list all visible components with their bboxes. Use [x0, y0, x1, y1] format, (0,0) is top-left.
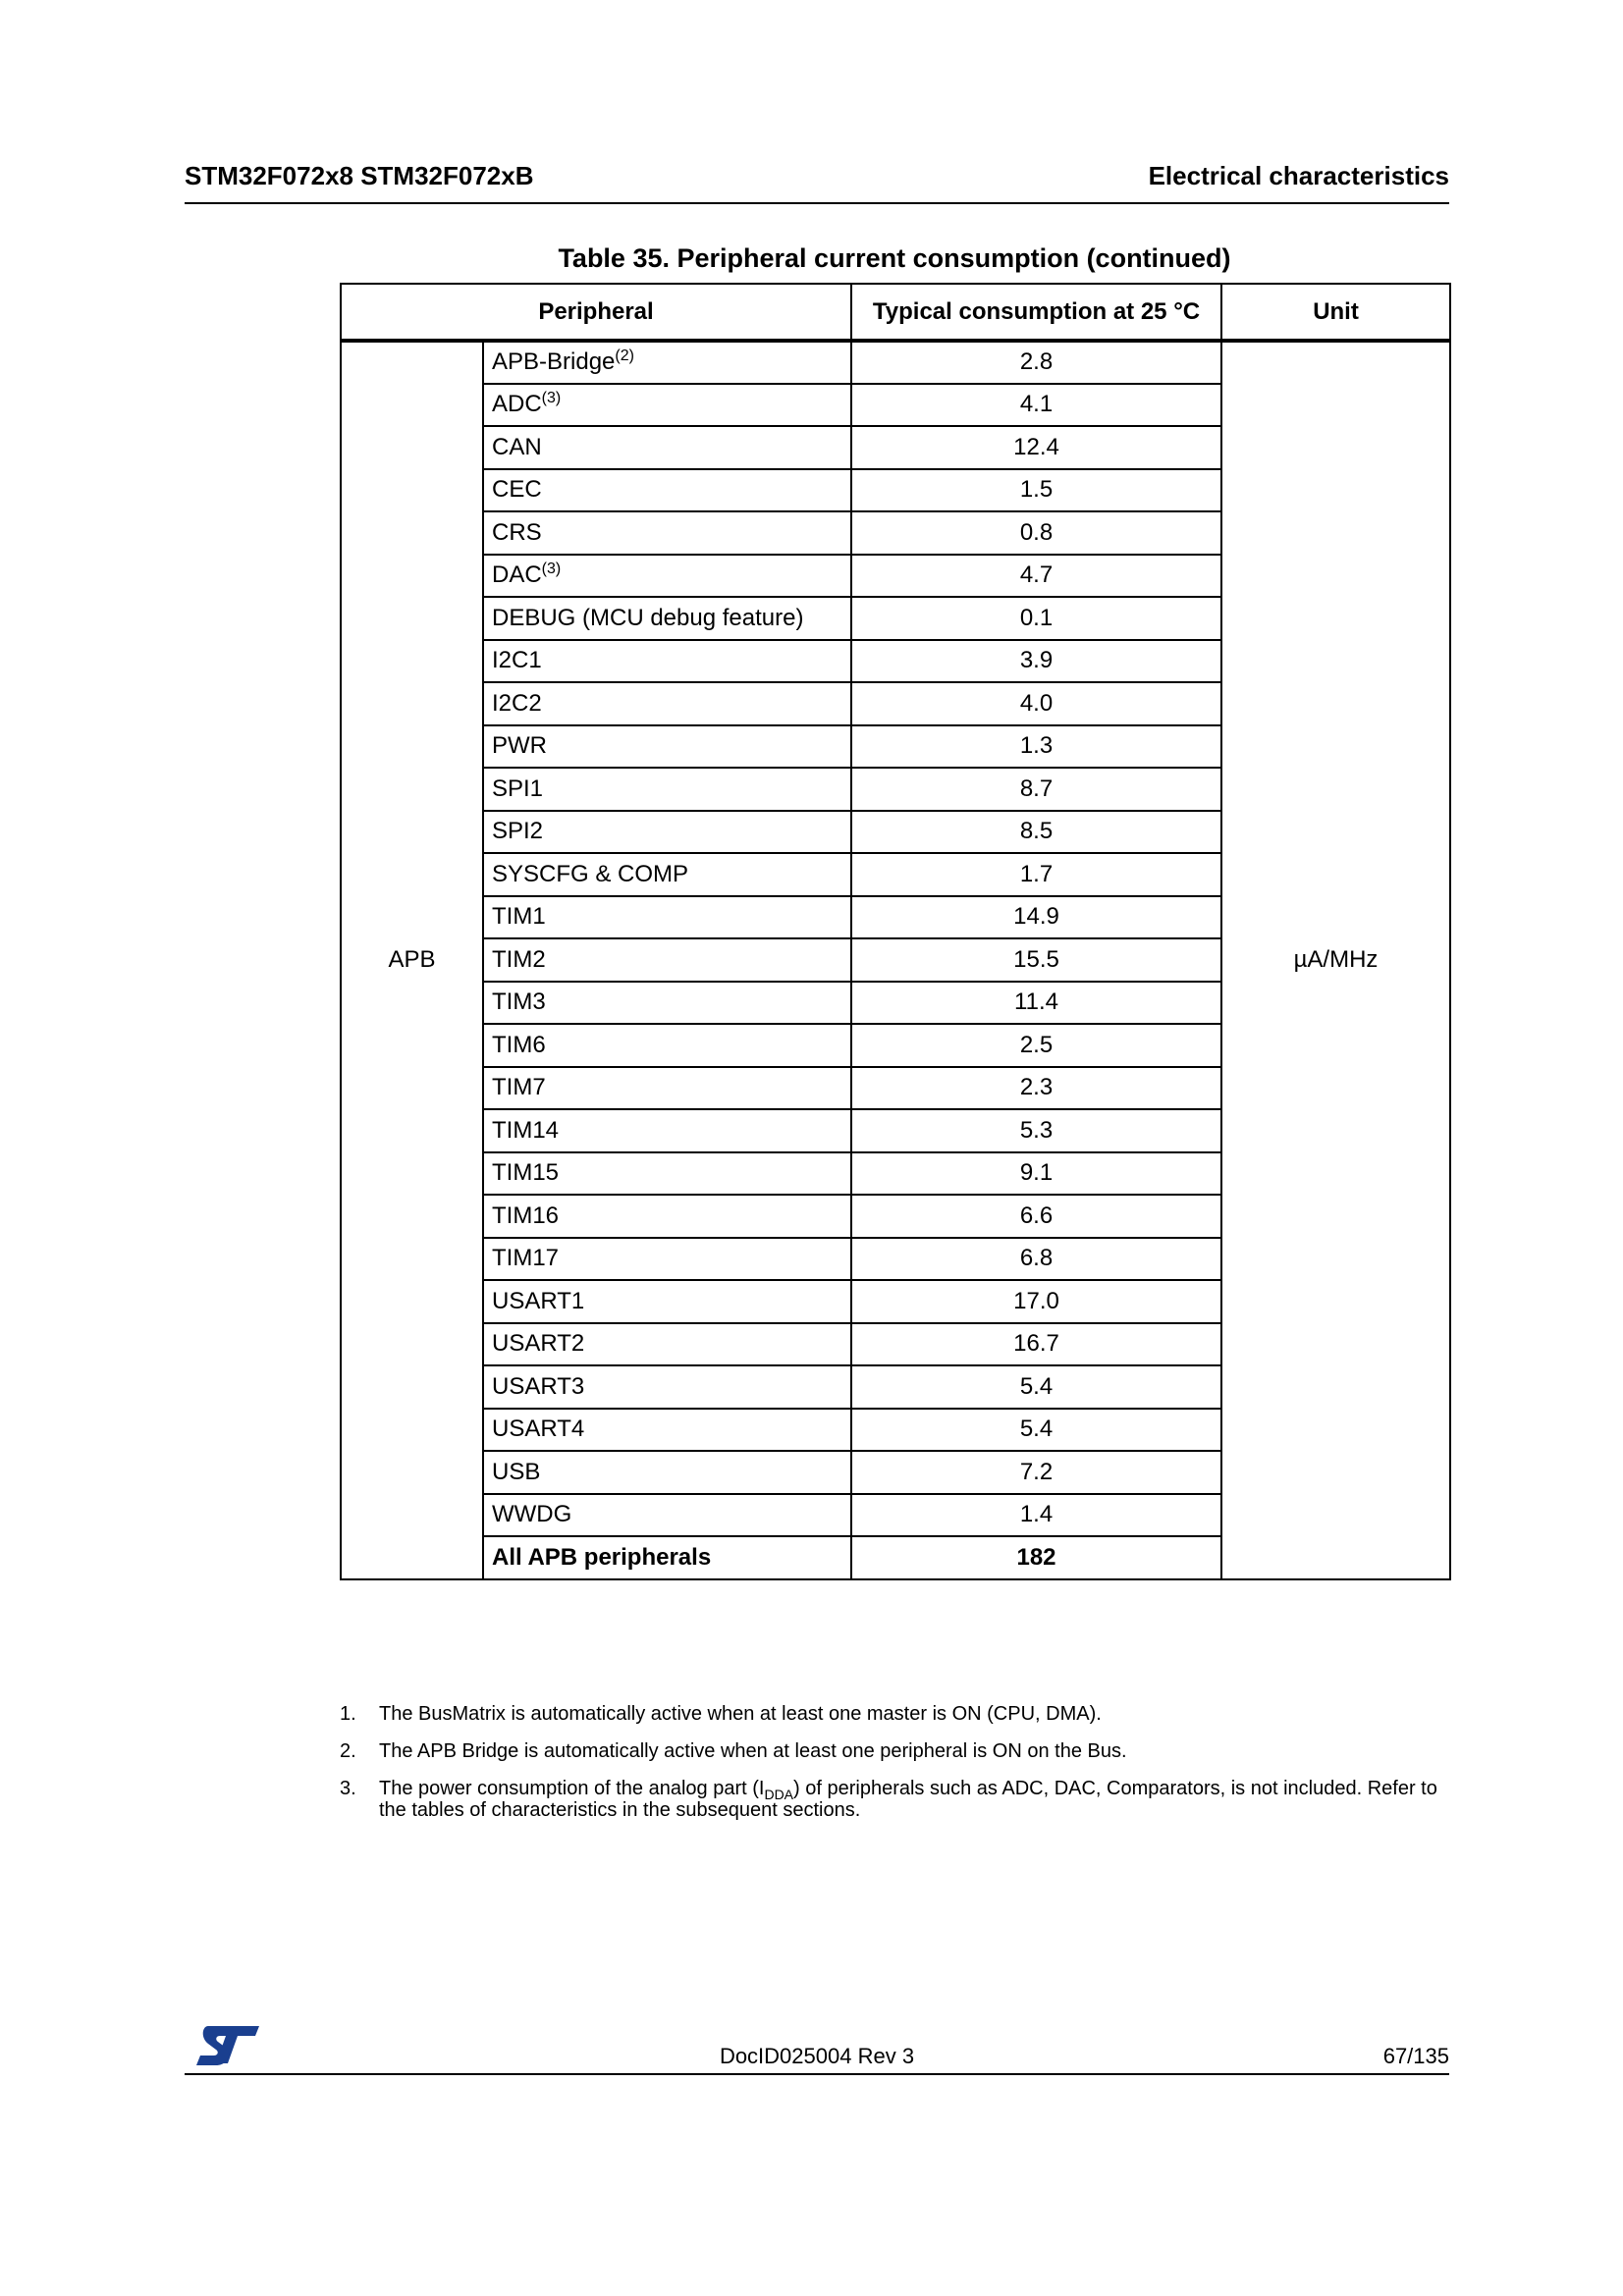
- consumption-value: 14.9: [851, 896, 1221, 939]
- footnote: [340, 1778, 1449, 1821]
- peripheral-name-cell: [483, 682, 851, 725]
- peripheral-name-cell: [483, 896, 851, 939]
- footnote-ref: (3): [541, 561, 562, 578]
- consumption-value: 11.4: [851, 982, 1221, 1025]
- footnote-text: The BusMatrix is automatically active when at least one master is ON (CPU, DMA).: [379, 1703, 1102, 1725]
- peripheral-name-cell: [483, 1152, 851, 1196]
- table-row: [341, 341, 1450, 384]
- peripheral-name-cell: [483, 555, 851, 598]
- consumption-value: 1.5: [851, 469, 1221, 512]
- consumption-value: 5.4: [851, 1409, 1221, 1452]
- unit-cell: µA/MHz: [1221, 341, 1450, 1579]
- consumption-value: 6.6: [851, 1195, 1221, 1238]
- consumption-value: 9.1: [851, 1152, 1221, 1196]
- peripheral-name: ADC: [492, 391, 542, 418]
- peripheral-name-cell: [483, 1067, 851, 1110]
- peripheral-name: CRS: [492, 518, 542, 546]
- consumption-value: 12.4: [851, 426, 1221, 469]
- peripheral-name-cell: [483, 511, 851, 555]
- consumption-value: 2.8: [851, 341, 1221, 384]
- table-caption: Table 35. Peripheral current consumption (continued): [558, 243, 1231, 273]
- peripheral-name: TIM14: [492, 1116, 560, 1144]
- peripheral-name-cell: [483, 1494, 851, 1537]
- consumption-value: 1.7: [851, 853, 1221, 896]
- consumption-value: 2.3: [851, 1067, 1221, 1110]
- footnote-text-start: The power consumption of the analog part (I: [379, 1778, 765, 1799]
- peripheral-name: SPI1: [492, 774, 544, 802]
- peripheral-name-cell: [483, 1195, 851, 1238]
- consumption-value: 6.8: [851, 1238, 1221, 1281]
- footnote: [340, 1703, 1449, 1725]
- peripheral-name: CEC: [492, 476, 542, 504]
- peripheral-name-cell: [483, 1323, 851, 1366]
- consumption-value: 4.0: [851, 682, 1221, 725]
- peripheral-name-cell: [483, 982, 851, 1025]
- consumption-value: 2.5: [851, 1024, 1221, 1067]
- peripheral-name: TIM15: [492, 1159, 560, 1187]
- total-label: All APB peripherals: [483, 1536, 851, 1579]
- consumption-value: 5.4: [851, 1365, 1221, 1409]
- peripheral-name-cell: [483, 938, 851, 982]
- consumption-value: 15.5: [851, 938, 1221, 982]
- footnote-text-end: ) of peripherals such as ADC, DAC, Comparators, is not included. Refer to the tables of characteristics in the subsequent sections.: [379, 1778, 1437, 1821]
- table-header-row: [341, 284, 1450, 341]
- peripheral-name-cell: [483, 1238, 851, 1281]
- footnote-ref: (3): [541, 390, 562, 407]
- page-footer: [185, 2024, 1449, 2075]
- peripheral-name-cell: [483, 597, 851, 640]
- peripheral-name-cell: [483, 1409, 851, 1452]
- footnote-text: [379, 1778, 1437, 1821]
- footnote-subscript: DDA: [764, 1787, 794, 1802]
- peripheral-name-cell: [483, 1109, 851, 1152]
- document-id: DocID025004 Rev 3: [719, 2044, 915, 2068]
- peripheral-name: TIM17: [492, 1245, 560, 1272]
- consumption-value: 5.3: [851, 1109, 1221, 1152]
- peripheral-name: PWR: [492, 732, 547, 760]
- peripheral-name: USART1: [492, 1287, 585, 1314]
- peripheral-name: SPI2: [492, 818, 544, 845]
- consumption-value: 0.8: [851, 511, 1221, 555]
- peripheral-name: CAN: [492, 433, 542, 460]
- page-header: [185, 157, 1449, 204]
- peripheral-name: USART2: [492, 1330, 585, 1358]
- peripheral-name: TIM7: [492, 1074, 546, 1101]
- column-header-unit: Unit: [1221, 284, 1450, 341]
- footnote-ref: (2): [615, 347, 634, 365]
- peripheral-name: TIM16: [492, 1201, 560, 1229]
- consumption-value: 1.4: [851, 1494, 1221, 1537]
- peripheral-name: DAC: [492, 561, 542, 589]
- peripheral-name-cell: [483, 341, 851, 384]
- consumption-value: 1.3: [851, 725, 1221, 769]
- peripheral-name-cell: [483, 853, 851, 896]
- consumption-value: 4.1: [851, 384, 1221, 427]
- peripheral-name: SYSCFG & COMP: [492, 860, 689, 887]
- peripheral-name-cell: [483, 1280, 851, 1323]
- consumption-value: 8.7: [851, 768, 1221, 811]
- consumption-value: 7.2: [851, 1451, 1221, 1494]
- consumption-value: 0.1: [851, 597, 1221, 640]
- footnotes: [340, 1703, 1449, 1837]
- peripheral-name-cell: [483, 725, 851, 769]
- header-section-title: Electrical characteristics: [1148, 161, 1449, 190]
- footnote: [340, 1740, 1449, 1762]
- peripheral-name: TIM3: [492, 988, 546, 1016]
- column-header-consumption: Typical consumption at 25 °C: [851, 284, 1221, 341]
- peripheral-name-cell: [483, 640, 851, 683]
- peripheral-name-cell: [483, 1451, 851, 1494]
- peripheral-name: DEBUG (MCU debug feature): [492, 604, 804, 631]
- peripheral-name: WWDG: [492, 1501, 572, 1528]
- consumption-value: 8.5: [851, 811, 1221, 854]
- peripheral-name-cell: [483, 768, 851, 811]
- consumption-value: 4.7: [851, 555, 1221, 598]
- peripheral-name-cell: [483, 384, 851, 427]
- peripheral-name-cell: [483, 811, 851, 854]
- peripheral-table: [340, 283, 1451, 1580]
- peripheral-name-cell: [483, 469, 851, 512]
- footnote-number: 2.: [340, 1740, 356, 1762]
- footnote-text: The APB Bridge is automatically active when at least one peripheral is ON on the Bus.: [379, 1740, 1127, 1762]
- footnote-number: 3.: [340, 1778, 356, 1799]
- peripheral-name-cell: [483, 1024, 851, 1067]
- group-cell: APB: [341, 341, 483, 1579]
- page-number: 67/135: [1382, 2044, 1449, 2068]
- peripheral-name: USB: [492, 1458, 541, 1485]
- peripheral-name: TIM2: [492, 945, 546, 973]
- peripheral-name: USART3: [492, 1372, 585, 1400]
- peripheral-name: USART4: [492, 1415, 585, 1443]
- peripheral-name: I2C1: [492, 647, 542, 674]
- peripheral-name: APB-Bridge: [492, 348, 616, 376]
- peripheral-name-cell: [483, 426, 851, 469]
- column-header-peripheral: Peripheral: [341, 284, 851, 341]
- footnote-number: 1.: [340, 1703, 356, 1725]
- consumption-value: 16.7: [851, 1323, 1221, 1366]
- peripheral-name: TIM1: [492, 903, 546, 931]
- consumption-value: 17.0: [851, 1280, 1221, 1323]
- consumption-value: 3.9: [851, 640, 1221, 683]
- header-part-number: STM32F072x8 STM32F072xB: [185, 161, 534, 190]
- peripheral-name: I2C2: [492, 689, 542, 717]
- peripheral-name-cell: [483, 1365, 851, 1409]
- peripheral-name: TIM6: [492, 1031, 546, 1058]
- total-value: 182: [851, 1536, 1221, 1579]
